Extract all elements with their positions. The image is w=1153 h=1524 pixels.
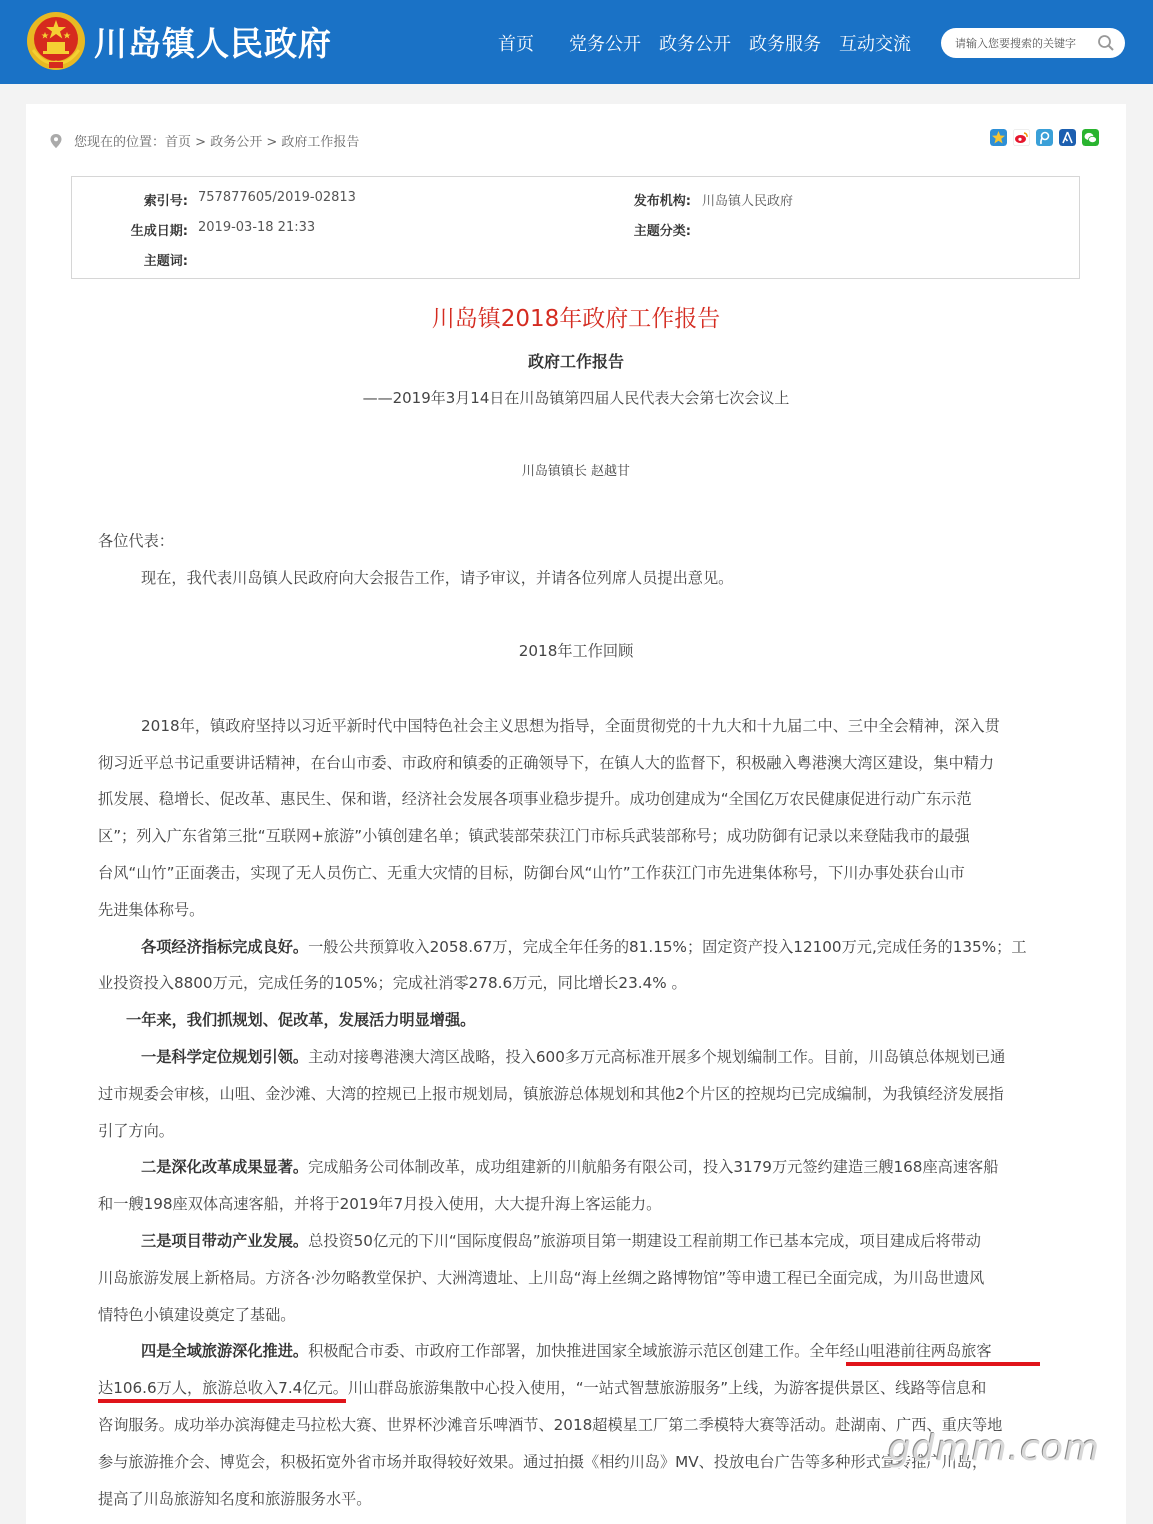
highlight-underline (98, 1399, 346, 1403)
nav-item-home[interactable]: 首页 (498, 34, 534, 55)
highlight-underline (846, 1362, 1040, 1366)
body-line: 台风“山竹”正面袭击，实现了无人员伤亡、无重大灾情的目标，防御台风“山竹”工作获江门市先进集体称号，下川办事处获台山市 (98, 864, 965, 882)
breadcrumb-prefix: 您现在的位置： (74, 135, 166, 150)
line-text: 总投资50亿元的下川“国际度假岛”旅游项目第一期建设工程前期工作已基本完成，项目建成后将带动 (308, 1232, 981, 1250)
body-line: 彻习近平总书记重要讲话精神，在台山市委、市政府和镇委的正确领导下，在镇人大的监督下，积极融入粤港澳大湾区建设，集中精力 (98, 754, 995, 772)
national-emblem-icon (25, 10, 87, 72)
body-line (141, 1340, 992, 1362)
bold-lead: 各项经济指标完成良好。 (141, 938, 309, 956)
index-label: 索引号: (143, 194, 188, 209)
body-line: 参与旅游推介会、博览会，积极拓宽外省市场并取得较好效果。通过拍摄《相约川岛》MV、投放电台广告等多种形式宣传推广川岛， (98, 1453, 988, 1471)
keywords-label: 主题词: (143, 254, 188, 269)
body-line: 业投资投入8800万元，完成任务的105%；完成社消零278.6万元，同比增长23.4% 。 (98, 974, 687, 992)
body-line: 现在，我代表川岛镇人民政府向大会报告工作，请予审议，并请各位列席人员提出意见。 (141, 569, 734, 587)
body-line: 先进集体称号。 (98, 901, 205, 919)
category-label: 主题分类: (633, 224, 691, 239)
body-line (126, 1009, 475, 1031)
nav-item-gov-services[interactable]: 政务服务 (749, 34, 821, 55)
bold-lead: 一是科学定位规划引领。 (141, 1048, 309, 1066)
qzone-icon[interactable] (990, 129, 1007, 146)
breadcrumb-home[interactable]: 首页 (165, 135, 192, 150)
body-line: 达106.6万人，旅游总收入7.4亿元。川山群岛旅游集散中心投入使用，“一站式智慧旅游服务”上线，为游客提供景区、线路等信息和 (98, 1379, 987, 1397)
breadcrumb (50, 131, 359, 149)
bold-lead: 四是全域旅游深化推进。 (141, 1342, 309, 1360)
section-heading: 2018年工作回顾 (518, 642, 634, 660)
body-line: 川岛旅游发展上新格局。方济各·沙勿略教堂保护、大洲湾遗址、上川岛“海上丝绸之路博物馆”等申遗工程已全面完成，为川岛世遗风 (98, 1269, 985, 1287)
line-text: 主动对接粤港澳大湾区战略，投入600多万元高标准开展多个规划编制工作。目前，川岛镇总体规划已通 (308, 1048, 1006, 1066)
body-line: 咨询服务。成功举办滨海健走马拉松大赛、世界杯沙滩音乐啤酒节、2018超模星工厂第二季模特大赛等活动。赴湖南、广西、重庆等地 (98, 1416, 1003, 1434)
body-line (141, 1230, 981, 1252)
search-icon[interactable] (1097, 34, 1115, 52)
renren-icon[interactable] (1059, 129, 1076, 146)
content-panel (26, 104, 1126, 1524)
location-pin-icon (50, 134, 62, 148)
body-line: 提高了川岛旅游知名度和旅游服务水平。 (98, 1490, 372, 1508)
site-title[interactable]: 川岛镇人民政府 (94, 24, 332, 63)
breadcrumb-separator: > (266, 135, 278, 150)
document-meta-box (71, 176, 1080, 279)
search-input[interactable] (955, 34, 1095, 52)
body-line: 2018年，镇政府坚持以习近平新时代中国特色社会主义思想为指导，全面贯彻党的十九大和十九届二中、三中全会精神，深入贯 (141, 717, 1000, 735)
tencent-weibo-icon[interactable] (1036, 129, 1053, 146)
date-value: 2019-03-18 21:33 (198, 220, 316, 235)
document-subtitle: 政府工作报告 (527, 352, 624, 371)
publisher-value: 川岛镇人民政府 (702, 194, 794, 209)
line-text: 积极配合市委、市政府工作部署，加快推进国家全域旅游示范区创建工作。全年经山咀港前往两岛旅客 (308, 1342, 992, 1360)
nav-item-interaction[interactable]: 互动交流 (839, 34, 911, 55)
publisher-label: 发布机构: (633, 194, 691, 209)
body-line: 区”；列入广东省第三批“互联网+旅游”小镇创建名单；镇武装部荣获江门市标兵武装部称号；成功防御有记录以来登陆我市的最强 (98, 827, 970, 845)
nav-item-gov-affairs[interactable]: 政务公开 (659, 34, 731, 55)
bold-lead: 三是项目带动产业发展。 (141, 1232, 309, 1250)
site-header (0, 0, 1153, 84)
breadcrumb-gov-affairs[interactable]: 政务公开 (210, 135, 263, 150)
wechat-icon[interactable] (1082, 129, 1099, 146)
document-occasion: ——2019年3月14日在川岛镇第四届人民代表大会第七次会议上 (362, 389, 790, 407)
date-label: 生成日期: (130, 224, 188, 239)
body-line: 情特色小镇建设奠定了基础。 (98, 1306, 296, 1324)
index-value: 757877605/2019-02813 (198, 190, 356, 205)
body-line (141, 1156, 998, 1178)
watermark: gdmm.com (888, 1428, 1101, 1469)
nav-item-party-affairs[interactable]: 党务公开 (569, 34, 641, 55)
line-text: 完成船务公司体制改革，成功组建新的川航船务有限公司，投入3179万元签约建造三艘168座高速客船 (308, 1158, 999, 1176)
body-line: 和一艘198座双体高速客船，并将于2019年7月投入使用，大大提升海上客运能力。 (98, 1195, 662, 1213)
weibo-icon[interactable] (1013, 129, 1030, 146)
body-line (141, 936, 1027, 958)
body-line: 抓发展、稳增长、促改革、惠民生、保和谐，经济社会发展各项事业稳步提升。成功创建成为“全国亿万农民健康促进行动广东示范 (98, 790, 972, 808)
breadcrumb-current[interactable]: 政府工作报告 (281, 135, 360, 150)
breadcrumb-separator: > (195, 135, 207, 150)
bold-lead: 二是深化改革成果显著。 (141, 1158, 309, 1176)
document-author: 川岛镇镇长 赵越甘 (521, 464, 631, 479)
search-box (941, 28, 1125, 58)
document-title: 川岛镇2018年政府工作报告 (431, 306, 721, 332)
body-line: 过市规委会审核，山咀、金沙滩、大湾的控规已上报市规划局，镇旅游总体规划和其他2个片区的控规均已完成编制，为我镇经济发展指 (98, 1085, 1004, 1103)
bold-heading: 一年来，我们抓规划、促改革，发展活力明显增强。 (126, 1011, 476, 1029)
line-text: 一般公共预算收入2058.67万，完成全年任务的81.15%；固定资产投入12100万元,完成任务的135%；工 (308, 938, 1027, 956)
salutation: 各位代表： (98, 532, 174, 550)
body-line (141, 1046, 1005, 1068)
body-line: 引了方向。 (98, 1122, 174, 1140)
